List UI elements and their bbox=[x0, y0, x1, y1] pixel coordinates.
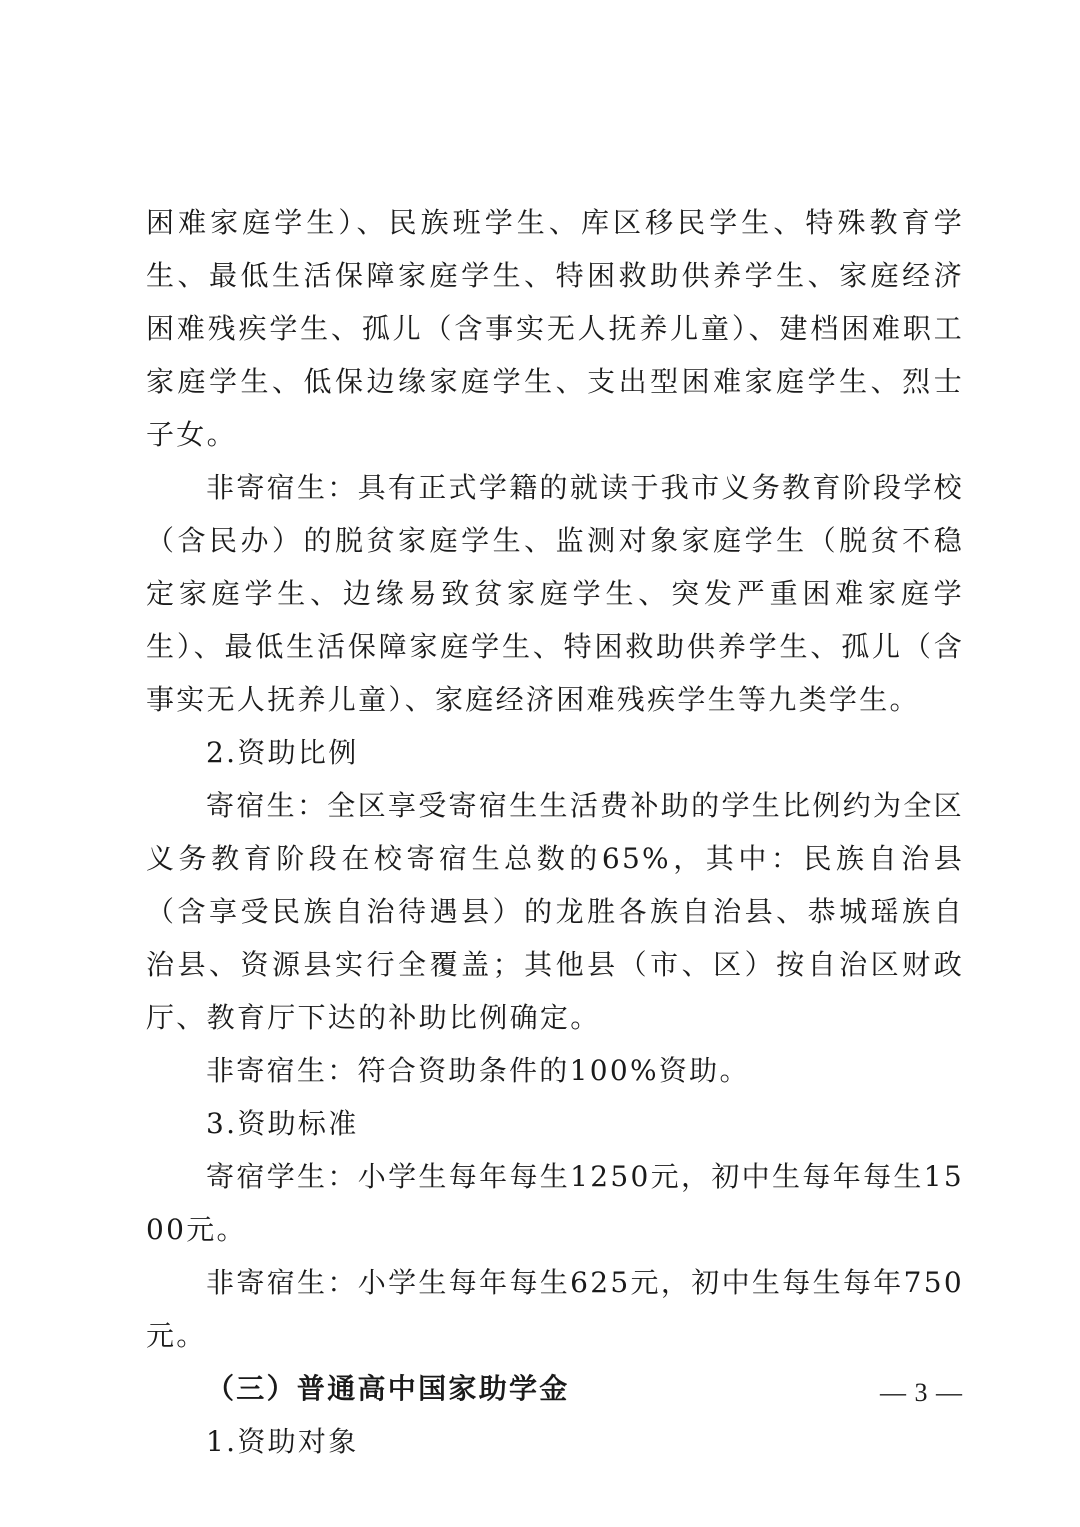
section-title-standard: 3.资助标准 bbox=[206, 1107, 359, 1140]
page-number: — 3 — bbox=[880, 1378, 963, 1407]
paragraph-5: 非寄宿生：符合资助条件的100%资助。 bbox=[206, 1054, 750, 1087]
paragraph-2: 非寄宿生：具有正式学籍的就读于我市义务教育阶段学校（含民办）的脱贫家庭学生、监测对象家庭学生（脱贫不稳定家庭学生、边缘易致贫家庭学生、突发严重困难家庭学生）、最低生活保障家庭学生、特困救助供养学生、孤儿（含事实无人抚养儿童）、家庭经济困难残疾学生等九类学生。 bbox=[146, 471, 964, 716]
paragraph-7: 寄宿学生：小学生每年每生1250元，初中生每年每生1500元。 bbox=[146, 1160, 964, 1246]
section-title-target: 1.资助对象 bbox=[206, 1425, 359, 1458]
section-title-ratio: 2.资助比例 bbox=[206, 736, 359, 769]
document-body bbox=[146, 196, 964, 1468]
paragraph-1: 困难家庭学生）、民族班学生、库区移民学生、特殊教育学生、最低生活保障家庭学生、特困救助供养学生、家庭经济困难残疾学生、孤儿（含事实无人抚养儿童）、建档困难职工家庭学生、低保边缘家庭学生、支出型困难家庭学生、烈士子女。 bbox=[146, 206, 964, 451]
paragraph-8: 非寄宿生：小学生每年每生625元，初中生每生每年750元。 bbox=[146, 1266, 964, 1352]
paragraph-4: 寄宿生：全区享受寄宿生生活费补助的学生比例约为全区义务教育阶段在校寄宿生总数的65%，其中：民族自治县（含享受民族自治待遇县）的龙胜各族自治县、恭城瑶族自治县、资源县实行全覆盖；其他县（市、区）按自治区财政厅、教育厅下达的补助比例确定。 bbox=[146, 789, 964, 1034]
section-heading-high-school-grant: （三）普通高中国家助学金 bbox=[206, 1372, 570, 1405]
